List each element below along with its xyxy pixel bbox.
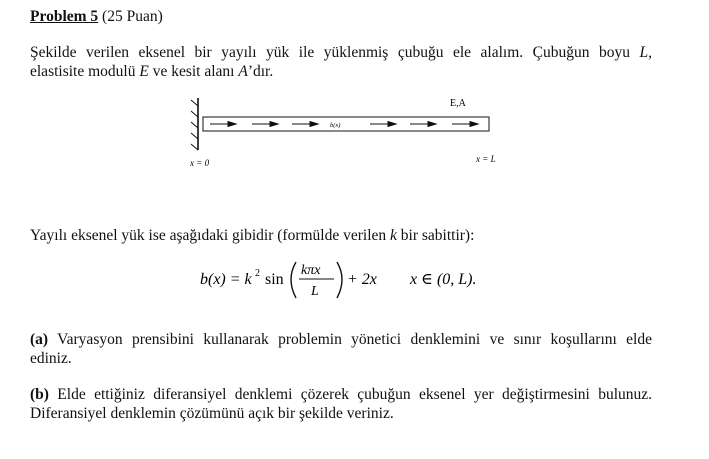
part-b-label: (b) bbox=[30, 386, 49, 403]
intro-text-2a: elastisite modulü bbox=[30, 63, 140, 80]
part-a-line-1 bbox=[30, 330, 652, 349]
part-a bbox=[30, 330, 670, 368]
equation-rhs: + 2x bbox=[347, 271, 377, 288]
problem-points: (25 Puan) bbox=[102, 8, 163, 25]
k-symbol: k bbox=[390, 227, 397, 244]
intro-text-1a: Şekilde verilen eksenel bir yayılı yük ile yüklenmiş çubuğu ele alalım. Çubuğun boyu bbox=[30, 44, 640, 61]
length-symbol: L bbox=[639, 44, 649, 61]
equation-domain: x ∈ (0, L). bbox=[410, 271, 477, 288]
part-a-line-2: ediniz. bbox=[30, 350, 72, 367]
area-symbol: A bbox=[238, 63, 248, 80]
part-a-label: (a) bbox=[30, 331, 49, 348]
right-paren bbox=[337, 262, 342, 298]
part-b bbox=[30, 385, 670, 423]
load-intro bbox=[30, 226, 474, 245]
intro-text-1b: , bbox=[648, 44, 652, 61]
intro-text-2b: ve kesit alanı bbox=[148, 63, 239, 80]
bar-body bbox=[203, 117, 489, 131]
part-b-text-1: Elde ettiğiniz diferansiyel denklemi çözerek çubuğun eksenel yer değiştirmesini bulunuz. bbox=[48, 386, 652, 403]
part-a-text-1: Varyasyon prensibini kullanarak problemin yönetici denklemini ve sınır koşullarını elde bbox=[48, 331, 652, 348]
left-paren bbox=[291, 262, 296, 298]
intro-text-2c: ’dır. bbox=[247, 63, 274, 80]
load-intro-a: Yayılı eksenel yük ise aşağıdaki gibidir (formülde verilen bbox=[30, 227, 391, 244]
load-equation bbox=[195, 256, 495, 304]
problem-title: Problem 5 bbox=[30, 8, 99, 25]
equation-sin: sin bbox=[265, 271, 284, 288]
property-label: E,A bbox=[450, 98, 466, 109]
equation-numerator: kπx bbox=[301, 263, 321, 278]
right-end-label: x = L bbox=[476, 154, 496, 164]
part-b-line-1 bbox=[30, 385, 652, 404]
load-label: b(x) bbox=[330, 122, 341, 129]
equation-lhs: b(x) = k bbox=[200, 271, 252, 288]
equation-denominator: L bbox=[311, 284, 319, 299]
wall-hatch bbox=[191, 100, 198, 150]
load-intro-b: bir sabittir): bbox=[396, 227, 475, 244]
left-end-label: x = 0 bbox=[190, 158, 210, 168]
part-b-line-2: Diferansiyel denklemin çözümünü açık bir şekilde veriniz. bbox=[30, 405, 394, 422]
equation-exponent: 2 bbox=[255, 268, 260, 279]
modulus-symbol: E bbox=[139, 63, 149, 80]
